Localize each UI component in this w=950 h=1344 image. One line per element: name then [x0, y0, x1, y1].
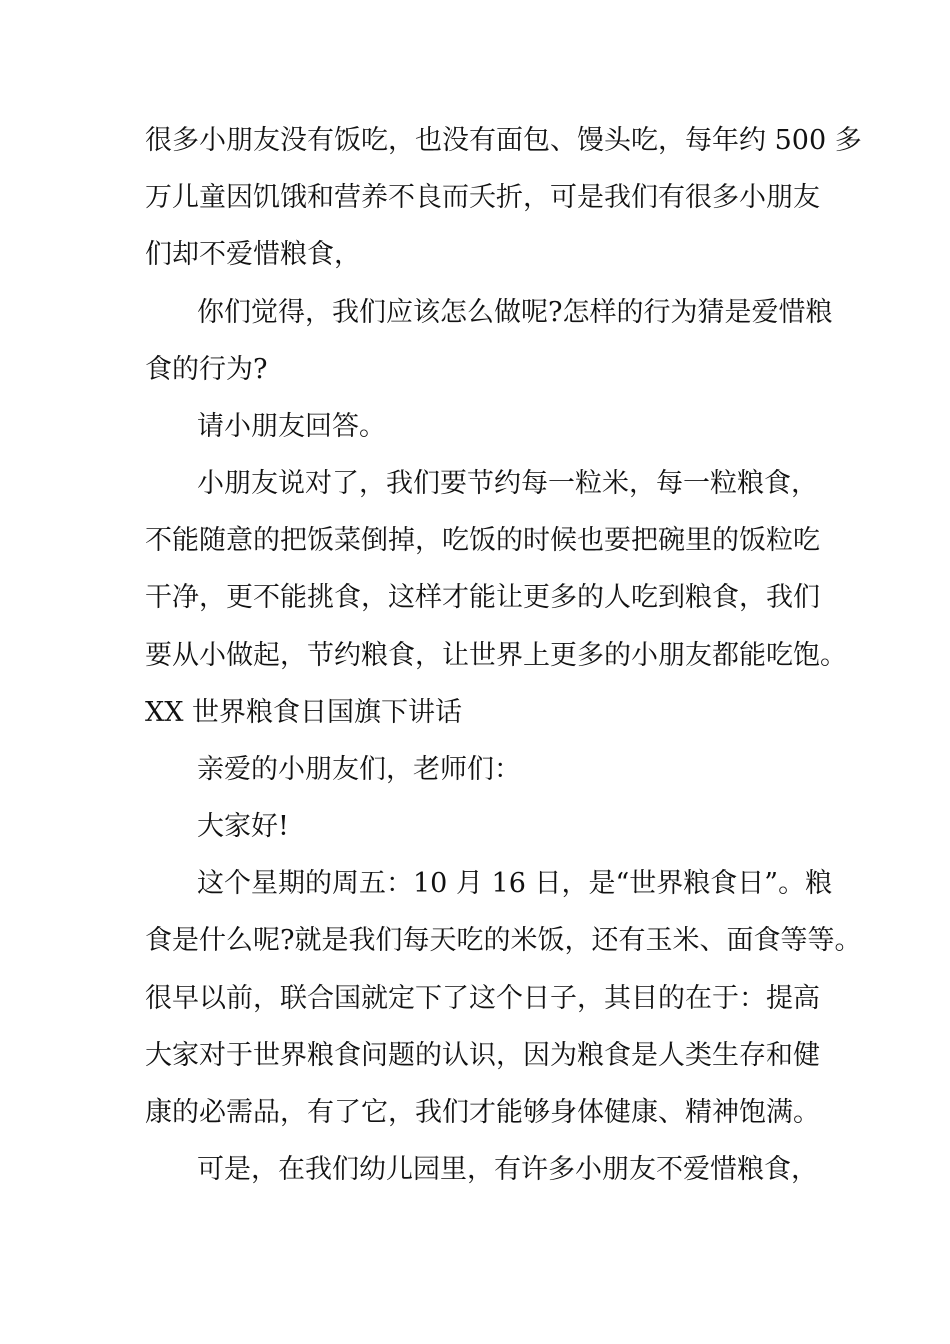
paragraph-line: 干净，更不能挑食，这样才能让更多的人吃到粮食，我们	[145, 582, 820, 613]
section-title: XX 世界粮食日国旗下讲话	[145, 697, 463, 728]
paragraph-line: 康的必需品，有了它，我们才能够身体健康、精神饱满。	[145, 1097, 820, 1128]
paragraph-line: 们却不爱惜粮食，	[145, 239, 361, 270]
paragraph-line: 可是，在我们幼儿园里，有许多小朋友不爱惜粮食，	[197, 1154, 818, 1185]
paragraph-line: 大家对于世界粮食问题的认识，因为粮食是人类生存和健	[145, 1040, 820, 1071]
greeting-line: 亲爱的小朋友们，老师们：	[197, 754, 521, 785]
greeting-line: 大家好!	[197, 811, 289, 842]
paragraph-line: 你们觉得，我们应该怎么做呢?怎样的行为猜是爱惜粮	[197, 297, 833, 328]
paragraph-line: 要从小做起，节约粮食，让世界上更多的小朋友都能吃饱。	[145, 640, 847, 671]
paragraph-line: 很早以前，联合国就定下了这个日子，其目的在于：提高	[145, 983, 820, 1014]
paragraph-line: 不能随意的把饭菜倒掉，吃饭的时候也要把碗里的饭粒吃	[145, 525, 820, 556]
paragraph-line: 食是什么呢?就是我们每天吃的米饭，还有玉米、面食等等。	[145, 925, 862, 956]
paragraph-line: 很多小朋友没有饭吃，也没有面包、馒头吃，每年约 500 多	[145, 125, 862, 156]
paragraph-line: 小朋友说对了，我们要节约每一粒米，每一粒粮食，	[197, 468, 818, 499]
paragraph-line: 这个星期的周五：10 月 16 日，是“世界粮食日”。粮	[197, 868, 833, 899]
paragraph-line: 请小朋友回答。	[197, 411, 386, 442]
paragraph-line: 万儿童因饥饿和营养不良而夭折，可是我们有很多小朋友	[145, 182, 820, 213]
paragraph-line: 食的行为?	[145, 354, 268, 385]
